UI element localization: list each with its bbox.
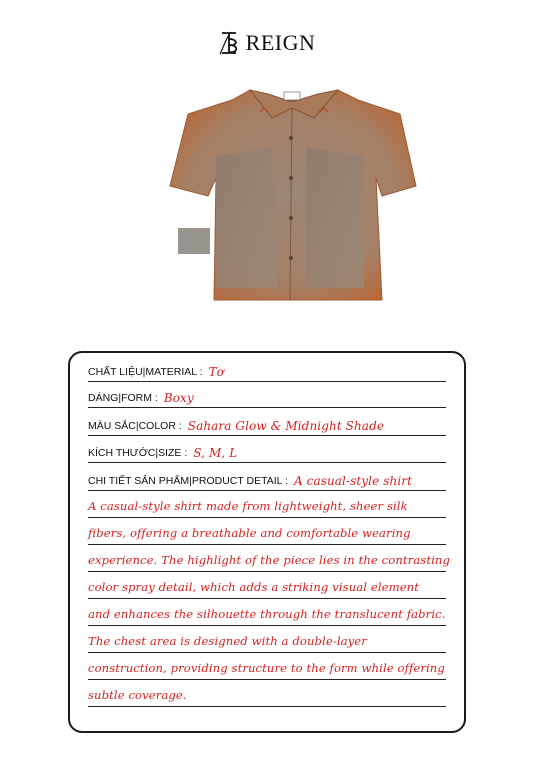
- detail-line-text: experience. The highlight of the piece lies in the contrasting: [88, 553, 451, 567]
- size-row: [88, 439, 446, 463]
- detail-row: [88, 466, 446, 491]
- brand-header: [0, 26, 533, 60]
- detail-line-text: fibers, offering a breathable and comfortable wearing: [88, 526, 411, 540]
- detail-line: [88, 519, 446, 545]
- product-shirt-image: [168, 78, 418, 314]
- detail-line: [88, 627, 446, 653]
- form-value: Boxy: [163, 391, 194, 405]
- detail-line: [88, 546, 451, 572]
- detail-line: [88, 600, 446, 626]
- size-value: S, M, L: [193, 446, 238, 460]
- brand-logo-icon: [218, 30, 240, 56]
- size-label: KÍCH THƯỚC|SIZE :: [88, 447, 188, 459]
- form-row: [88, 384, 446, 408]
- detail-line-text: The chest area is designed with a double-layer: [88, 634, 367, 648]
- detail-line: [88, 492, 446, 518]
- detail-line-text: A casual-style shirt made from lightweight, sheer silk: [88, 499, 408, 513]
- form-label: DÁNG|FORM :: [88, 392, 158, 404]
- detail-line-text: and enhances the silhouette through the translucent fabric.: [88, 607, 446, 621]
- material-value: Tơ: [208, 365, 224, 379]
- detail-line-text: construction, providing structure to the form while offering: [88, 661, 445, 675]
- detail-line: [88, 573, 446, 599]
- material-label: CHẤT LIỆU|MATERIAL :: [88, 366, 203, 378]
- color-value: Sahara Glow & Midnight Shade: [187, 419, 385, 433]
- detail-inline-value: A casual-style shirt: [293, 474, 413, 488]
- detail-line: [88, 681, 446, 707]
- detail-line-text: subtle coverage.: [88, 688, 187, 702]
- detail-label: CHI TIẾT SẢN PHẨM|PRODUCT DETAIL :: [88, 475, 288, 487]
- material-row: [88, 359, 446, 382]
- color-label: MÀU SẮC|COLOR :: [88, 420, 182, 432]
- detail-line-text: color spray detail, which adds a striking visual element: [88, 580, 419, 594]
- color-row: [88, 410, 446, 436]
- detail-line: [88, 654, 446, 680]
- brand-name: REIGN: [245, 30, 316, 55]
- product-spec-card: [68, 351, 466, 733]
